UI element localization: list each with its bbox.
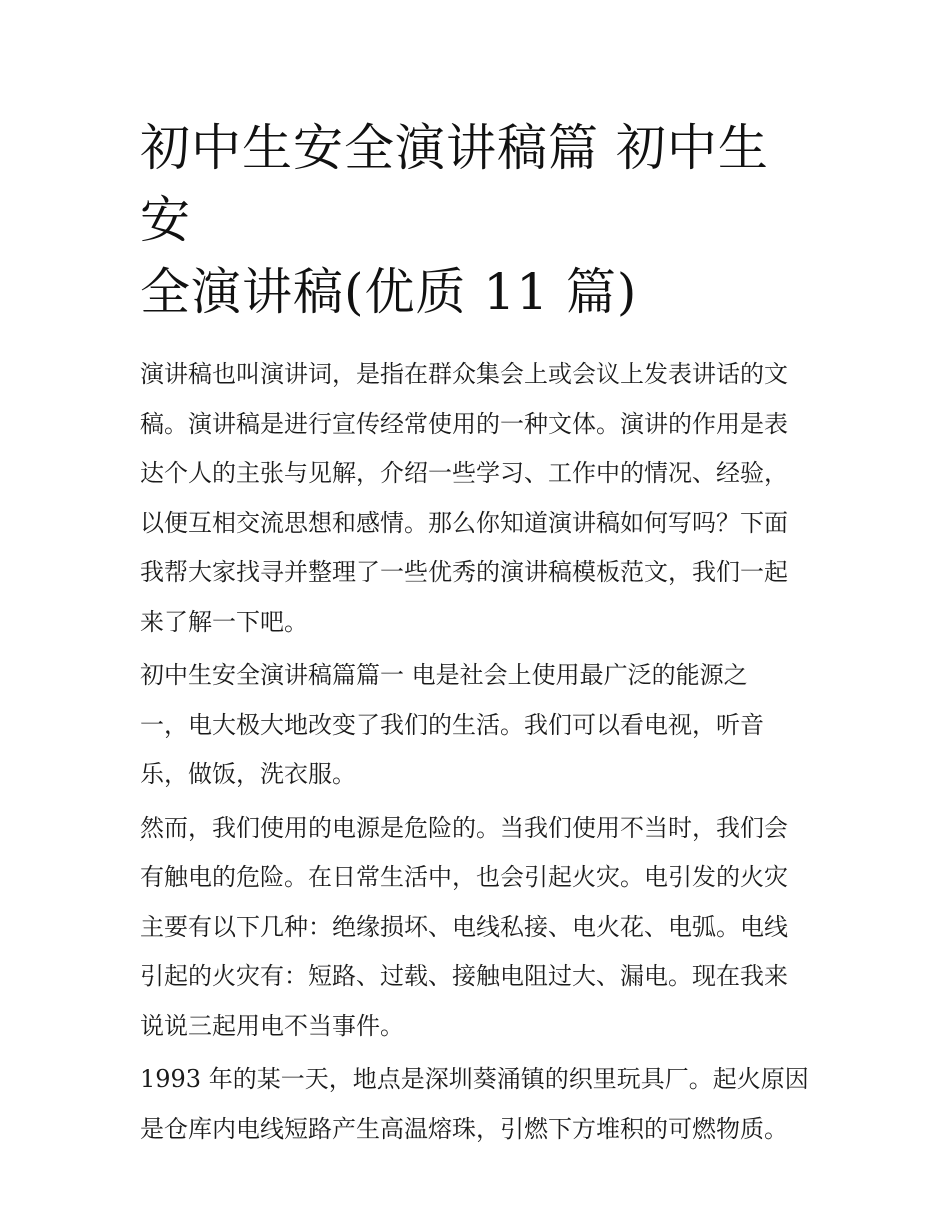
- paragraph-section-one: 初中生安全演讲稿篇篇一 电是社会上使用最广泛的能源之 一，电大极大地改变了我们的生活。我们可以看电视，听音 乐，做饭，洗衣服。: [140, 661, 764, 788]
- paragraph-intro: 演讲稿也叫演讲词，是指在群众集会上或会议上发表讲话的文 稿。演讲稿是进行宣传经常使用的一种文体。演讲的作用是表 达个人的主张与见解，介绍一些学习、工作中的情况、经验， 以便互相交流思想和感情。那么你知道演讲稿如何写吗？下面 我帮大家找寻并整理了一些优秀的演讲稿模板范文，我们一起 来了解一下吧。: [140, 360, 788, 636]
- title-line-1: 初中生安全演讲稿篇 初中生安: [140, 119, 769, 249]
- paragraph-incident-1993: 1993 年的某一天，地点是深圳葵涌镇的织里玩具厂。起火原因 是仓库内电线短路产生高温熔珠，引燃下方堆积的可燃物质。: [140, 1065, 809, 1143]
- document-title: [140, 112, 818, 328]
- title-line-2: 全演讲稿(优质 11 篇): [140, 263, 638, 321]
- document-body: [140, 112, 818, 1154]
- paragraph-electric-danger: 然而，我们使用的电源是危险的。当我们使用不当时，我们会 有触电的危险。在日常生活中，也会引起火灾。电引发的火灾 主要有以下几种：绝缘损坏、电线私接、电火花、电弧。电线 引起的火灾有：短路、过载、接触电阻过大、漏电。现在我来 说说三起用电不当事件。: [140, 813, 788, 1040]
